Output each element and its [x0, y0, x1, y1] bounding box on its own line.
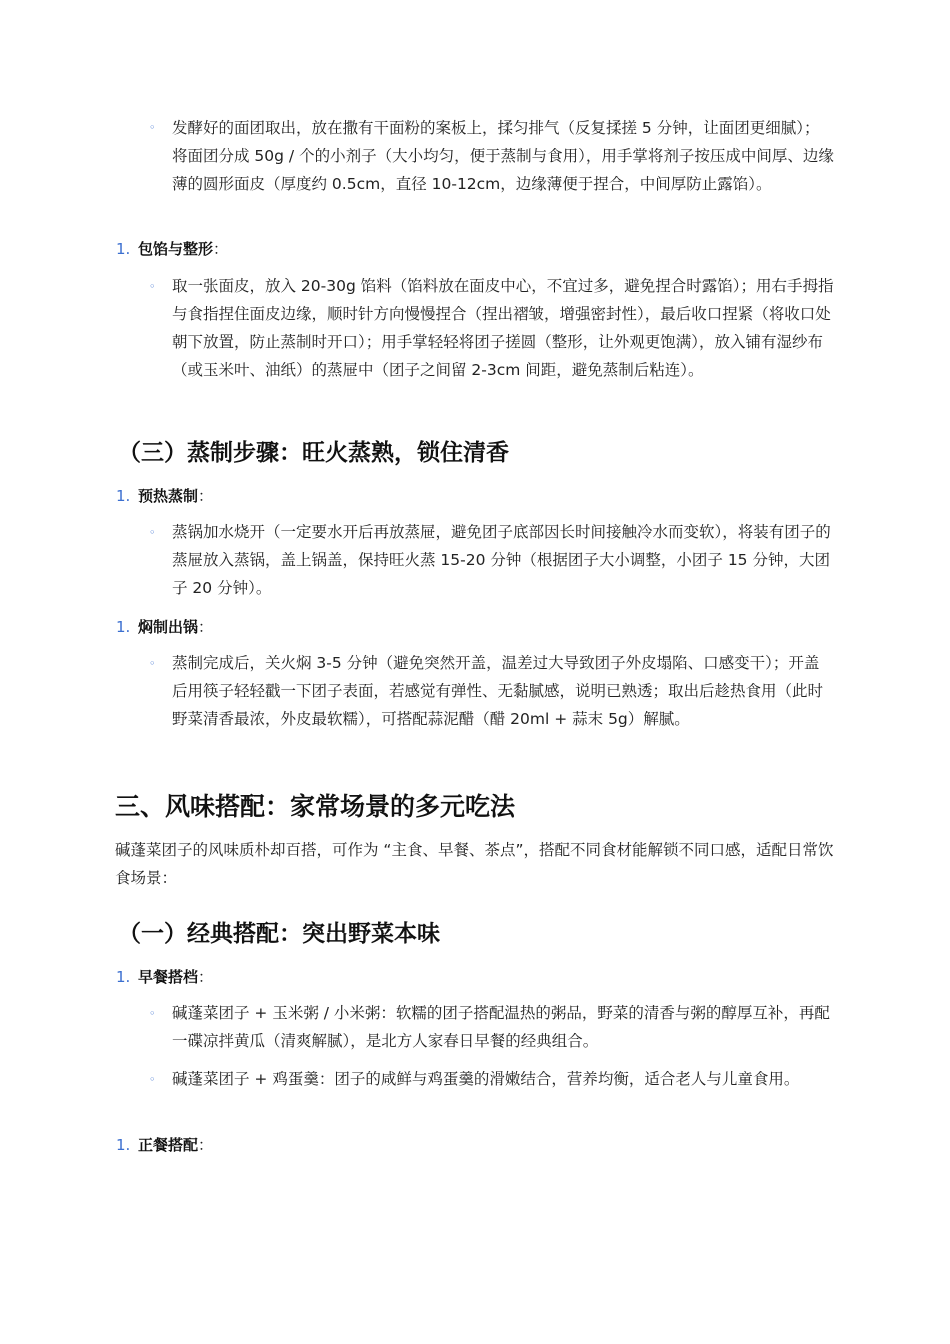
- paragraph-breakfast-porridge: 碱蓬菜团子 + 玉米粥 / 小米粥：软糯的团子搭配温热的粥品，野菜的清香与粥的醇厚互补，再配一碟凉拌黄瓜（清爽解腻），是北方人家春日早餐的经典组合。: [172, 1004, 830, 1050]
- list-item-colon: ：: [198, 1136, 214, 1154]
- paragraph-flavor-intro: 碱蓬菜团子的风味质朴却百搭，可作为 “主食、早餐、茶点”，搭配不同食材能解锁不同口感，适配日常饮食场景：: [115, 841, 834, 887]
- chapter-heading-flavor: 三、风味搭配：家常场景的多元吃法: [115, 792, 516, 821]
- list-item-colon: ：: [198, 968, 214, 986]
- paragraph-dough-shaping: 发酵好的面团取出，放在撒有干面粉的案板上，揉匀排气（反复揉搓 5 分钟，让面团更细腻）；将面团分成 50g / 个的小剂子（大小均匀，便于蒸制与食用），用手掌将剂子按压成中间厚、边缘薄的圆形面皮（厚度约 0.5cm，直径 10-12cm，边缘薄便于捏合，中间厚防止露馅）。: [172, 119, 834, 193]
- bullet-marker: ◦: [149, 526, 156, 539]
- list-item-colon: ：: [198, 487, 214, 505]
- list-item-colon: ：: [198, 618, 214, 636]
- bullet-marker: ◦: [149, 1007, 156, 1020]
- paragraph-preheat: 蒸锅加水烧开（一定要水开后再放蒸屉，避免团子底部因长时间接触冷水而变软），将装有团子的蒸屉放入蒸锅，盖上锅盖，保持旺火蒸 15-20 分钟（根据团子大小调整，小团子 15 分钟，大团子 20 分钟）。: [172, 523, 831, 597]
- list-item-title: [138, 1135, 213, 1155]
- list-number: 1.: [116, 240, 131, 258]
- list-item-title: [138, 967, 213, 987]
- section-heading-classic: （一）经典搭配：突出野菜本味: [118, 921, 440, 947]
- list-item-title-text: 正餐搭配: [138, 1136, 199, 1154]
- list-item-title-text: 焖制出锅: [138, 618, 199, 636]
- paragraph-wrapping: 取一张面皮，放入 20-30g 馅料（馅料放在面皮中心，不宜过多，避免捏合时露馅）；用右手拇指与食指捏住面皮边缘，顺时针方向慢慢捏合（捏出褶皱，增强密封性），最后收口捏紧（将收口处朝下放置，防止蒸制时开口）；用手掌轻轻将团子搓圆（整形，让外观更饱满），放入铺有湿纱布（或玉米叶、油纸）的蒸屉中（团子之间留 2-3cm 间距，避免蒸制后粘连）。: [172, 277, 834, 379]
- list-item-title-text: 早餐搭档: [138, 968, 199, 986]
- list-item-colon: ：: [213, 240, 229, 258]
- bullet-marker: ◦: [149, 121, 156, 134]
- list-item-title: [138, 617, 213, 637]
- paragraph-simmer: 蒸制完成后，关火焖 3-5 分钟（避免突然开盖，温差过大导致团子外皮塌陷、口感变干）；开盖后用筷子轻轻戳一下团子表面，若感觉有弹性、无黏腻感，说明已熟透；取出后趁热食用（此时野菜清香最浓，外皮最软糯），可搭配蒜泥醋（醋 20ml + 蒜末 5g）解腻。: [172, 654, 824, 728]
- list-item-title-text: 预热蒸制: [138, 487, 199, 505]
- list-item-title: [138, 239, 228, 259]
- paragraph-breakfast-egg: 碱蓬菜团子 + 鸡蛋羹：团子的咸鲜与鸡蛋羹的滑嫩结合，营养均衡，适合老人与儿童食用。: [172, 1070, 800, 1088]
- list-number: 1.: [116, 1136, 131, 1154]
- bullet-marker: ◦: [149, 1073, 156, 1086]
- section-heading-steaming: （三）蒸制步骤：旺火蒸熟，锁住清香: [118, 440, 509, 466]
- list-item-title-text: 包馅与整形: [138, 240, 214, 258]
- list-number: 1.: [116, 487, 131, 505]
- bullet-marker: ◦: [149, 280, 156, 293]
- bullet-marker: ◦: [149, 657, 156, 670]
- list-number: 1.: [116, 968, 131, 986]
- list-item-title: [138, 486, 213, 506]
- list-number: 1.: [116, 618, 131, 636]
